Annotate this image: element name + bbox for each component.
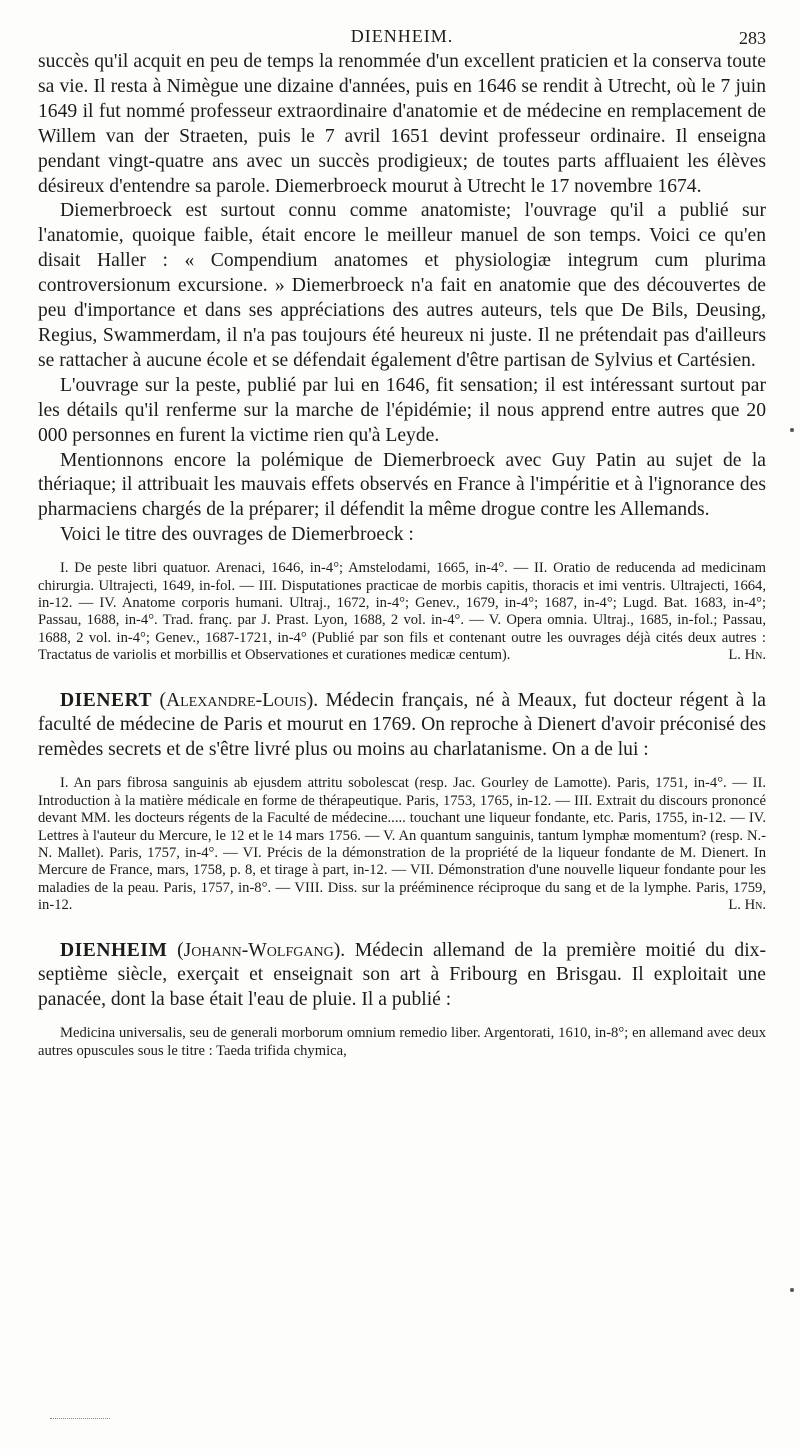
margin-mark	[790, 428, 794, 432]
dienert-text: Médecin français, né à Meaux, fut docteur régent à la faculté de médecine de Paris et mourut en 1769. On reproche à Dienert d'avoir préconisé des remèdes secrets et de s'être livré plus ou moins au charlatanisme. On a de lui :	[38, 689, 766, 761]
dienheim-text: Médecin allemand de la première moitié du dix-septième siècle, exerçait et enseignait son art à Fribourg en Brisgau. Il exploitait une panacée, dont la base était l'eau de pluie. Il a publié :	[38, 939, 766, 1011]
dienert-signature: L. Hn.	[728, 897, 766, 914]
page-number: 283	[739, 28, 766, 48]
margin-mark	[790, 1288, 794, 1292]
entry-dienert	[38, 689, 766, 915]
scan-artifact-rule	[50, 1418, 110, 1420]
dienert-bibliography	[38, 775, 766, 914]
dienert-paragraph	[38, 689, 766, 764]
dienert-headword: DIENERT	[60, 689, 153, 711]
diemerbroeck-signature: L. Hn.	[728, 647, 766, 664]
diemerbroeck-bibliography	[38, 560, 766, 664]
diemerbroeck-paragraph-3: L'ouvrage sur la peste, publié par lui en 1646, fit sensation; il est intéressant surtout par les détails qu'il renferme sur la marche de l'épidémie; il nous apprend entre autres que 20 000 personnes en furent la victime rien qu'à Leyde.	[38, 374, 766, 446]
entry-dienheim	[38, 939, 766, 1061]
diemerbroeck-paragraph-2: Diemerbroeck est surtout connu comme anatomiste; l'ouvrage qu'il a publié sur l'anatomie, quoique faible, était encore le meilleur manuel de son temps. Voici ce qu'en disait Haller : « Compendium anatomes et physiologiæ integrum cum plurima controversionum excursione. » Diemerbroeck n'a fait en anatomie que des découvertes de peu d'importance et dans ses appréciations des autres auteurs, tels que De Bils, Deusing, Regius, Swammerdam, il n'a pas toujours été heureux ni juste. Il ne prétendait pas d'ailleurs se rattacher à aucune école et se défendait également d'être partisan de Sylvius et Cartésien.	[38, 200, 766, 371]
diemerbroeck-paragraph-4: Mentionnons encore la polémique de Diemerbroeck avec Guy Patin au sujet de la thériaque; il attribuait les mauvais effets observés en France à l'impéritie et à l'ignorance des pharmaciens chargés de la préparer; il défendit la même drogue contre les Allemands.	[38, 449, 766, 521]
entry-diemerbroeck	[38, 50, 766, 665]
diemerbroeck-bibliography-text: I. De peste libri quatuor. Arenaci, 1646, in-4°; Amstelodami, 1665, in-4°. — II. Oratio de reducenda ad medicinam chirurgia. Ultrajecti, 1649, in-fol. — III. Disputationes practicae de morbis capitis, thoracis et imi ventris. Ultrajecti, 1664, in-12. — IV. Anatome corporis humani. Ultraj., 1672, in-4°; Genev., 1679, in-4°; 1687, in-4°; Lugd. Bat. 1683, in-4°; Passau, 1688, in-4°. Trad. franç. par J. Prast. Lyon, 1688, 2 vol. in-4°. — V. Opera omnia. Ultraj., 1685, in-fol.; Passau, 1688, 2 vol. in-4°; Genev., 1687-1721, in-4° (Publié par son fils et contenant outre les ouvrages déjà cités deux autres : Tractatus de variolis et morbillis et Observationes et curationes medicæ centum).	[38, 560, 766, 664]
dienheim-bibliography: Medicina universalis, seu de generali morborum omnium remedio liber. Argentorati, 1610, in-8°; en allemand avec deux autres opuscules sous le titre : Taeda trifida chymica,	[38, 1025, 766, 1059]
page-header	[38, 0, 766, 50]
dienheim-given-names: (Johann-Wolfgang).	[177, 939, 346, 961]
running-title: DIENHEIM.	[350, 26, 454, 46]
dienert-given-names: (Alexandre-Louis).	[159, 689, 319, 711]
diemerbroeck-works-intro: Voici le titre des ouvrages de Diemerbroeck :	[60, 524, 414, 546]
dienheim-headword: DIENHEIM	[60, 939, 168, 961]
diemerbroeck-paragraph-1: succès qu'il acquit en peu de temps la renommée d'un excellent praticien et la conserva toute sa vie. Il resta à Nimègue une dizaine d'années, puis en 1646 se rendit à Utrecht, où le 7 juin 1649 il fut nommé professeur extraordinaire d'anatomie et de médecine en remplacement de Willem van der Straeten, puis le 7 avril 1651 devint professeur ordinaire. Il enseigna pendant vingt-quatre ans avec un succès prodigieux; de toutes parts affluaient les élèves désireux d'entendre sa parole. Diemerbroeck mourut à Utrecht le 17 novembre 1674.	[38, 51, 766, 197]
dienert-bibliography-text: I. An pars fibrosa sanguinis ab ejusdem attritu sobolescat (resp. Jac. Gourley de Lamotte). Paris, 1751, in-4°. — II. Introduction à la matière médicale en forme de thérapeutique. Paris, 1753, 1765, in-12. — III. Extrait du discours prononcé devant MM. les docteurs régents de la Faculté de médecine..... touchant une liqueur fondante, etc. Paris, 1755, in-12. — IV. Lettres à l'auteur du Mercure, le 12 et le 14 mars 1756. — V. An quantum sanguinis, tantum lymphæ momentum? (resp. N.-N. Mallet). Paris, 1757, in-4°. — VI. Précis de la démonstration de la propriété de la liqueur fondante de M. Dienert. In Mercure de France, mars, 1758, p. 8, et tirage à part, in-12. — VII. Démonstration d'une nouvelle liqueur fondante pour les maladies de la peau. Paris, 1757, in-8°. — VIII. Diss. sur la prééminence réciproque du sang et de la lymphe. Paris, 1759, in-12.	[38, 775, 766, 914]
dienheim-paragraph	[38, 939, 766, 1014]
